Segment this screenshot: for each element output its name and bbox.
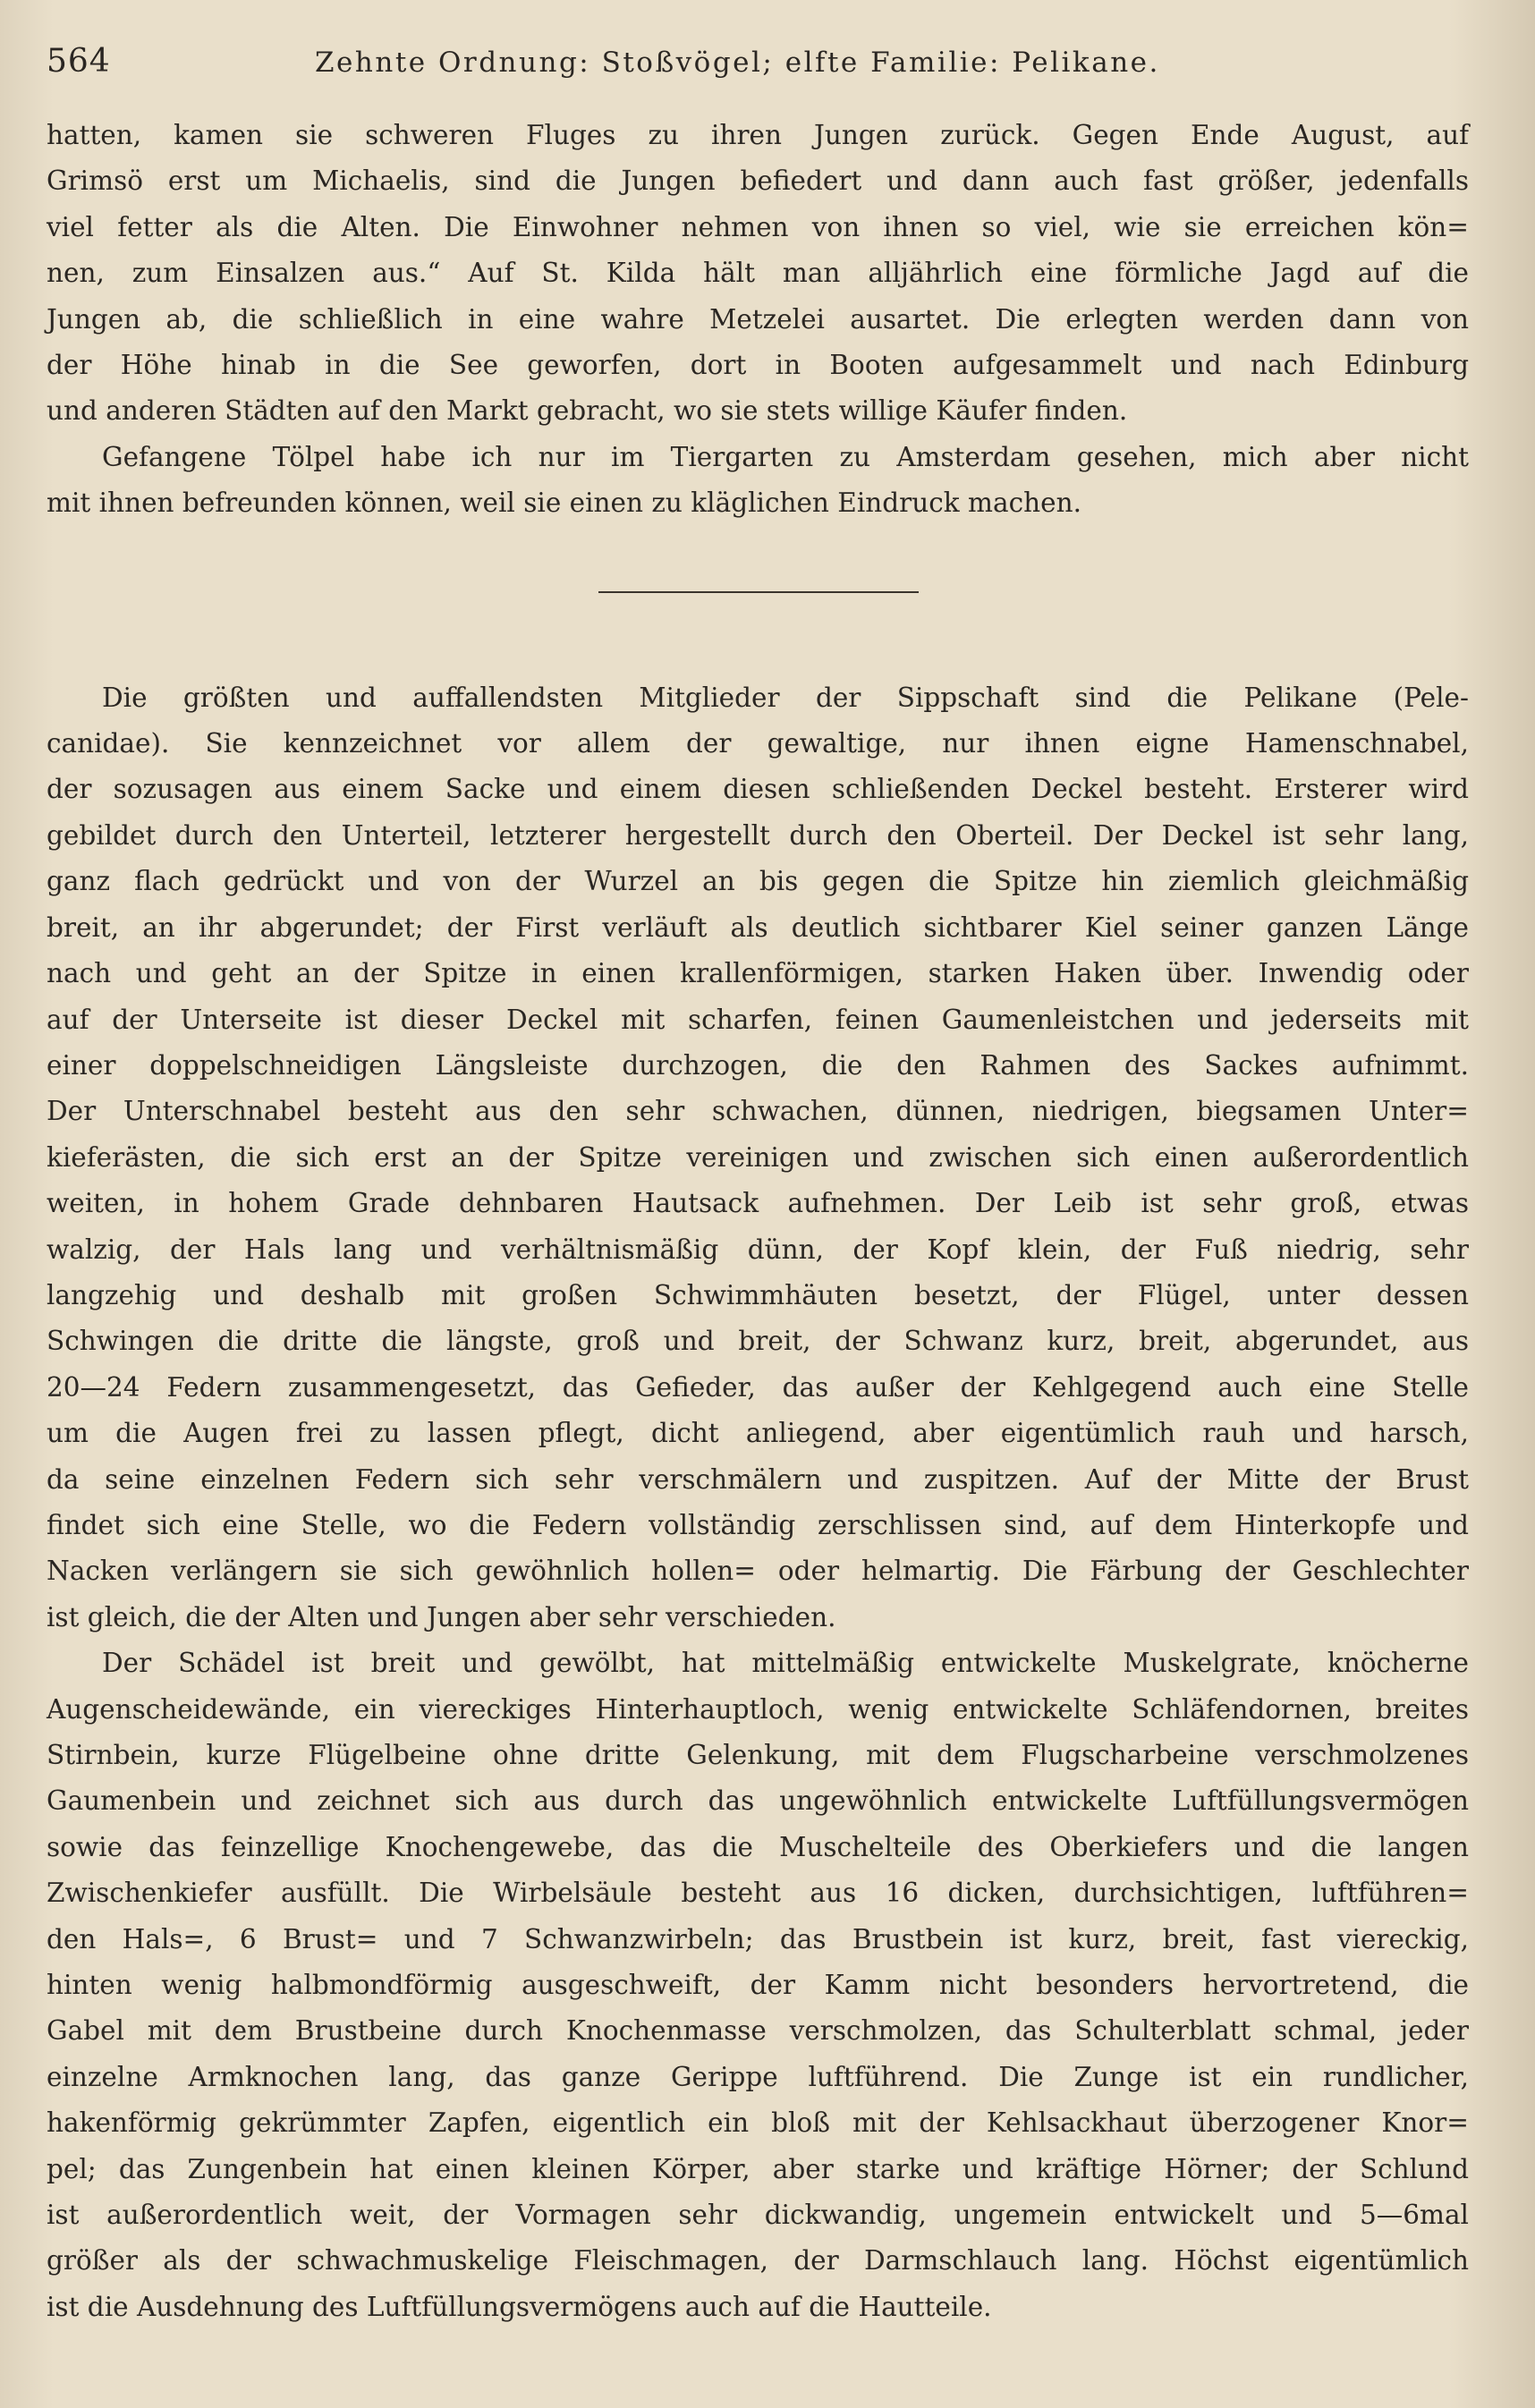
paragraph-3 [47,675,1471,1641]
text-line: ist gleich, die der Alten und Jungen aber sehr verschieden. [47,1601,836,1632]
text-line: Gabel mit dem Brustbeine durch Knochenmasse verschmolzen, das Schulterblatt schmal, jeder [47,2015,1469,2047]
text-line: größer als der schwachmuskelige Fleischmagen, der Darmschlauch lang. Höchst eigentümlich [47,2245,1469,2277]
paragraph-2 [47,435,1471,527]
text-line: Gaumenbein und zeichnet sich aus durch das ungewöhnlich entwickelte Luftfüllungsvermögen [47,1785,1469,1817]
text-line: ist die Ausdehnung des Luftfüllungsvermögens auch auf die Hautteile. [47,2291,992,2322]
text-line: der Höhe hinab in die See geworfen, dort in Booten aufgesammelt und nach Edinburg [47,350,1469,381]
section-tolpel [47,113,1471,527]
text-line: sowie das feinzellige Knochengewebe, das die Muschelteile des Oberkiefers und die langen [47,1831,1469,1862]
section-pelikane [47,675,1471,2331]
text-line: und anderen Städten auf den Markt gebracht, wo sie stets willige Käufer finden. [47,395,1128,427]
text-line: einer doppelschneidigen Längsleiste durchzogen, die den Rahmen des Sackes aufnimmt. [47,1049,1469,1081]
text-line: nen, zum Einsalzen aus.“ Auf St. Kilda hält man alljährlich eine förmliche Jagd auf die [47,258,1469,289]
text-line: mit ihnen befreunden können, weil sie einen zu kläglichen Eindruck machen. [47,488,1081,519]
text-line: Gefangene Tölpel habe ich nur im Tiergarten zu Amsterdam gesehen, mich aber nicht [102,441,1469,472]
page-header [47,43,1471,97]
text-line: Der Unterschnabel besteht aus den sehr schwachen, dünnen, niedrigen, biegsamen Unter= [47,1096,1469,1127]
text-line: Grimsö erst um Michaelis, sind die Jungen befiedert und dann auch fast größer, jedenfalls [47,165,1469,197]
text-line: da seine einzelnen Federn sich sehr verschmälern und zuspitzen. Auf der Mitte der Brust [47,1463,1469,1495]
text-line: Jungen ab, die schließlich in eine wahre Metzelei ausartet. Die erlegten werden dann von [47,303,1469,335]
text-line: hakenförmig gekrümmter Zapfen, eigentlich ein bloß mit der Kehlsackhaut überzogener Knor= [47,2107,1469,2139]
page-number: 564 [47,43,111,80]
paragraph-1 [47,113,1471,435]
text-line: viel fetter als die Alten. Die Einwohner nehmen von ihnen so viel, wie sie erreichen kön= [47,211,1469,242]
text-line: Die größten und auffallendsten Mitglieder der Sippschaft sind die Pelikane (Pele- [102,682,1469,713]
text-line: Schwingen die dritte die längste, groß und breit, der Schwanz kurz, breit, abgerundet, aus [47,1326,1469,1357]
text-line: gebildet durch den Unterteil, letzterer hergestellt durch den Oberteil. Der Deckel ist sehr lang, [47,819,1469,851]
paragraph-4 [47,1641,1471,2330]
text-line: hatten, kamen sie schweren Fluges zu ihren Jungen zurück. Gegen Ende August, auf [47,120,1469,150]
text-line: walzig, der Hals lang und verhältnismäßig dünn, der Kopf klein, der Fuß niedrig, sehr [47,1234,1469,1265]
text-line: 20—24 Federn zusammengesetzt, das Gefieder, das außer der Kehlgegend auch eine Stelle [47,1371,1469,1403]
text-line: Zwischenkiefer ausfüllt. Die Wirbelsäule besteht aus 16 dicken, durchsichtigen, luftführen= [47,1878,1469,1909]
text-line: auf der Unterseite ist dieser Deckel mit scharfen, feinen Gaumenleistchen und jederseits mit [47,1004,1469,1035]
text-line: hinten wenig halbmondförmig ausgeschweift, der Kamm nicht besonders hervortretend, die [47,1970,1469,2001]
text-line: Der Schädel ist breit und gewölbt, hat mittelmäßig entwickelte Muskelgrate, knöcherne [102,1648,1469,1679]
text-line: pel; das Zungenbein hat einen kleinen Körper, aber starke und kräftige Hörner; der Schlund [47,2153,1469,2184]
text-line: langzehig und deshalb mit großen Schwimmhäuten besetzt, der Flügel, unter dessen [47,1279,1469,1310]
text-line: canidae). Sie kennzeichnet vor allem der gewaltige, nur ihnen eigne Hamenschnabel, [47,728,1469,759]
text-line: nach und geht an der Spitze in einen krallenförmigen, starken Haken über. Inwendig oder [47,958,1469,989]
text-line: ist außerordentlich weit, der Vormagen sehr dickwandig, ungemein entwickelt und 5—6mal [47,2200,1469,2231]
text-line: der sozusagen aus einem Sacke und einem diesen schließenden Deckel besteht. Ersterer wird [47,774,1469,805]
text-line: Nacken verlängern sie sich gewöhnlich hollen= oder helmartig. Die Färbung der Geschlechter [47,1556,1469,1587]
running-head: Zehnte Ordnung: Stoßvögel; elfte Familie: Pelikane. [315,47,1160,79]
text-line: Augenscheidewände, ein viereckiges Hinterhauptloch, wenig entwickelte Schläfendornen, breites [47,1693,1469,1725]
text-line: kieferästen, die sich erst an der Spitze vereinigen und zwischen sich einen außerordentlich [47,1141,1469,1173]
text-line: findet sich eine Stelle, wo die Federn vollständig zerschlissen sind, auf dem Hinterkopfe und [47,1509,1469,1540]
text-line: breit, an ihr abgerundet; der First verläuft als deutlich sichtbarer Kiel seiner ganzen Länge [47,911,1469,943]
text-line: ganz flach gedrückt und von der Wurzel an bis gegen die Spitze hin ziemlich gleichmäßig [47,866,1469,897]
text-line: weiten, in hohem Grade dehnbaren Hautsack aufnehmen. Der Leib ist sehr groß, etwas [47,1188,1469,1219]
text-line: einzelne Armknochen lang, das ganze Gerippe luftführend. Die Zunge ist ein rundlicher, [47,2061,1469,2092]
text-line: Stirnbein, kurze Flügelbeine ohne dritte Gelenkung, mit dem Flugscharbeine verschmolzenes [47,1740,1469,1770]
text-line: den Hals=, 6 Brust= und 7 Schwanzwirbeln; das Brustbein ist kurz, breit, fast viereckig, [47,1923,1469,1954]
text-line: um die Augen frei zu lassen pflegt, dicht anliegend, aber eigentümlich rauh und harsch, [47,1418,1469,1449]
